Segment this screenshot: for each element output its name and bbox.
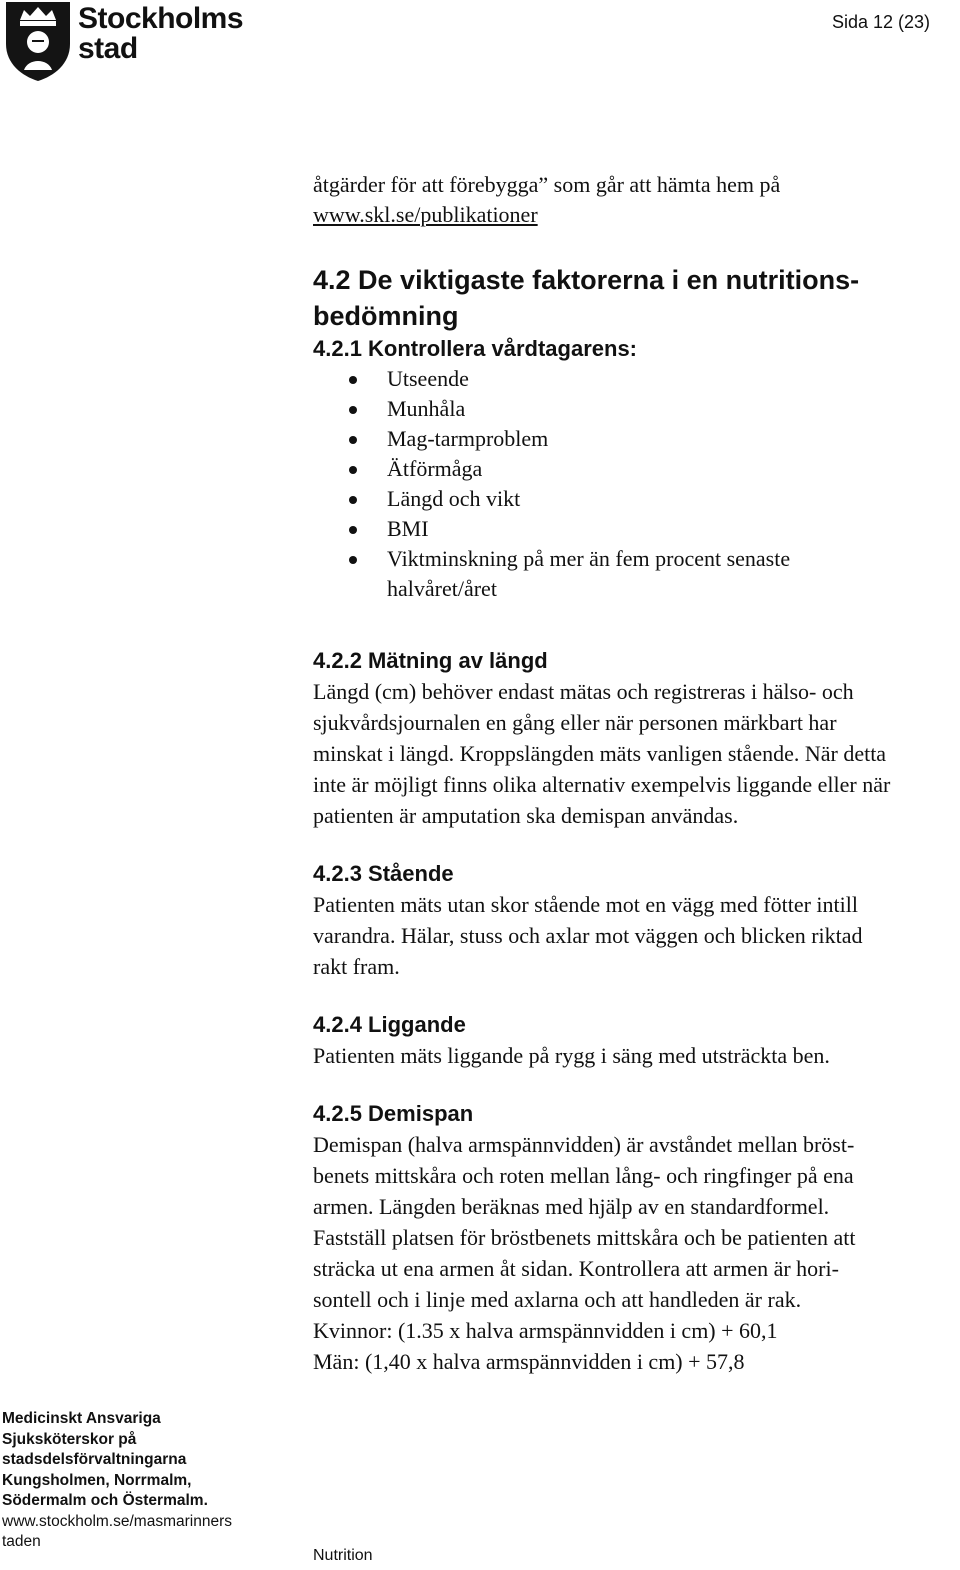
section-4-2-1-title: 4.2.1 Kontrollera vårdtagarens: bbox=[313, 336, 638, 361]
skl-publications-link[interactable]: www.skl.se/publikationer bbox=[313, 202, 538, 227]
paragraph-line: rakt fram. bbox=[313, 954, 400, 979]
paragraph-line: minskat i längd. Kroppslängden mäts vanligen stående. När detta bbox=[313, 741, 887, 766]
footer-line: Medicinskt Ansvariga bbox=[2, 1410, 161, 1427]
intro-line: åtgärder för att förebygga” som går att hämta hem på bbox=[313, 172, 781, 197]
paragraph-line: Fastställ platsen för bröstbenets mittskåra och be patienten att bbox=[313, 1225, 856, 1250]
bullet-icon bbox=[349, 556, 357, 564]
bullet-icon bbox=[349, 406, 357, 414]
paragraph-line: Patienten mäts liggande på rygg i säng med utsträckta ben. bbox=[313, 1043, 830, 1068]
list-item: Längd och vikt bbox=[313, 484, 958, 514]
bullet-icon bbox=[349, 466, 357, 474]
bullet-icon bbox=[349, 436, 357, 444]
bullet-icon bbox=[349, 496, 357, 504]
paragraph-line: armen. Längden beräknas med hjälp av en standardformel. bbox=[313, 1194, 830, 1219]
list-item: Utseende bbox=[313, 364, 958, 394]
section-4-2-2-title: 4.2.2 Mätning av längd bbox=[313, 648, 548, 673]
paragraph-line: Längd (cm) behöver endast mätas och registreras i hälso- och bbox=[313, 679, 854, 704]
section-4-2-4-title: 4.2.4 Liggande bbox=[313, 1012, 466, 1037]
section-4-2-3-title: 4.2.3 Stående bbox=[313, 861, 454, 886]
paragraph-line: Patienten mäts utan skor stående mot en vägg med fötter intill bbox=[313, 892, 858, 917]
bullet-icon bbox=[349, 526, 357, 534]
paragraph-line: Demispan (halva armspännvidden) är avståndet mellan bröst- bbox=[313, 1132, 855, 1157]
list-item: Ätförmåga bbox=[313, 454, 958, 484]
paragraph-line: patienten är amputation ska demispan användas. bbox=[313, 803, 739, 828]
page-number: Sida 12 (23) bbox=[831, 12, 930, 32]
list-item: Mag-tarmproblem bbox=[313, 424, 958, 454]
list-item: BMI bbox=[313, 514, 958, 544]
section-4-2-5-title: 4.2.5 Demispan bbox=[313, 1101, 474, 1126]
footer-line: Södermalm och Östermalm. bbox=[2, 1492, 208, 1509]
logo-wordmark: Stockholms stad bbox=[78, 2, 244, 65]
footer-contact bbox=[2, 1409, 262, 1553]
paragraph-line: sontell och i linje med axlarna och att handleden är rak. bbox=[313, 1287, 802, 1312]
document-body bbox=[313, 170, 958, 1377]
footer-line: stadsdelsförvaltningarna bbox=[2, 1451, 187, 1468]
paragraph-line: benets mittskåra och roten mellan lång- och ringfinger på ena bbox=[313, 1163, 854, 1188]
paragraph-line: sträcka ut ena armen åt sidan. Kontrollera att armen är hori- bbox=[313, 1256, 839, 1281]
list-item: Viktminskning på mer än fem procent senaste halvåret/året bbox=[313, 544, 958, 604]
footer-line: Sjuksköterskor på bbox=[2, 1430, 137, 1448]
section-4-2-title-line1: 4.2 De viktigaste faktorerna i en nutritions- bbox=[313, 265, 860, 295]
footer-line: Kungsholmen, Norrmalm, bbox=[2, 1471, 192, 1489]
paragraph-line: inte är möjligt finns olika alternativ exempelvis liggande eller när bbox=[313, 772, 891, 797]
paragraph-line: sjukvårdsjournalen en gång eller när personen märkbart har bbox=[313, 710, 837, 735]
stockholms-stad-logo bbox=[2, 0, 242, 84]
formula-men: Män: (1,40 x halva armspännvidden i cm) + 57,8 bbox=[313, 1349, 745, 1374]
checklist bbox=[313, 364, 958, 604]
list-item: Munhåla bbox=[313, 394, 958, 424]
document-label: Nutrition bbox=[313, 1547, 373, 1564]
bullet-icon bbox=[349, 376, 357, 384]
formula-women: Kvinnor: (1.35 x halva armspännvidden i cm) + 60,1 bbox=[313, 1318, 778, 1343]
section-4-2-title-line2: bedömning bbox=[313, 301, 459, 331]
footer-url: www.stockholm.se/masmarinners bbox=[2, 1512, 232, 1530]
crown-shield-icon bbox=[2, 0, 74, 82]
footer-url-cont: taden bbox=[2, 1533, 41, 1550]
paragraph-line: varandra. Hälar, stuss och axlar mot väggen och blicken riktad bbox=[313, 923, 863, 948]
